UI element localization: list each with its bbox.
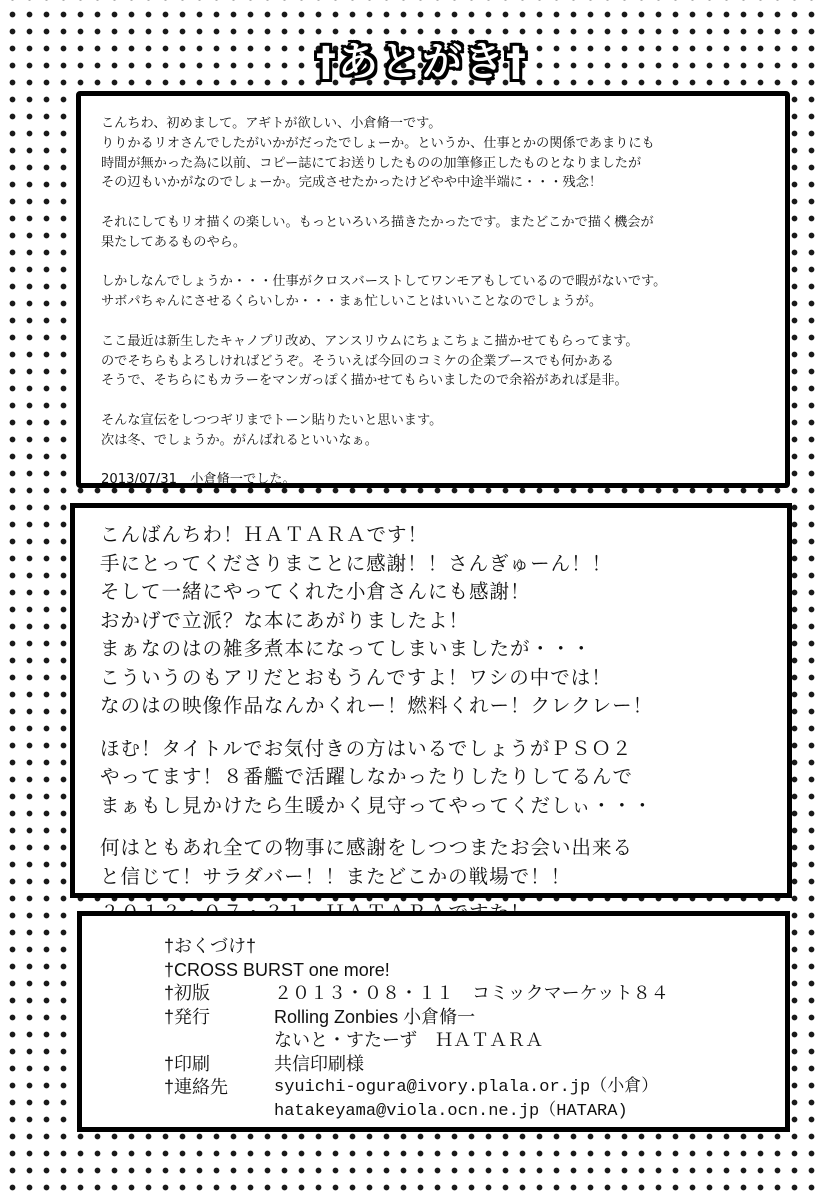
first-edition-value: ２０１３・０８・１１ コミックマーケット８４ xyxy=(274,983,669,1003)
hatara-line: ほむ！タイトルでお気付きの方はいるでしょうがＰＳＯ２ xyxy=(100,736,633,760)
first-edition-label: †初版 xyxy=(164,983,211,1003)
ogura-line: こんちわ、初めまして。アギトが欲しい、小倉脩一です。 xyxy=(101,116,442,131)
hatara-line: こんばんちわ！ＨＡＴＡＲＡです！ xyxy=(100,523,429,546)
book-title: †CROSS BURST one more! xyxy=(164,959,390,980)
contact-email-ogura: syuichi-ogura@ivory.plala.or.jp（小倉） xyxy=(274,1078,659,1097)
ogura-line: ここ最近は新生したキャノプリ改め、アンスリウムにちょこちょこ描かせてもらってます。 xyxy=(101,333,639,349)
hatara-line: 何はともあれ全ての物事に感謝をしつつまたお会い出来る xyxy=(100,836,634,859)
ogura-note-box xyxy=(76,91,790,488)
paragraph-gap xyxy=(100,820,779,834)
afterword-title-wrap xyxy=(298,30,546,86)
ogura-signature: 2013/07/31 小倉脩一でした。 xyxy=(101,472,296,488)
colophon-text xyxy=(164,935,777,1123)
colophon-heading: †おくづけ† xyxy=(164,936,257,956)
contact-row-2 xyxy=(164,1100,777,1124)
publisher-row-2 xyxy=(164,1029,777,1053)
ogura-line: そうで、そちらにもカラーをマンガっぽく描かせてもらいましたので余裕があれば是非。 xyxy=(101,373,628,389)
hatara-line: そして一緒にやってくれた小倉さんにも感謝！ xyxy=(100,580,531,603)
colophon-box xyxy=(77,911,790,1132)
paragraph-gap xyxy=(101,253,773,273)
printing-value: 共信印刷様 xyxy=(274,1053,364,1074)
book-title-row xyxy=(164,959,777,983)
hatara-line: おかげで立派？な本にあがりましたよ！ xyxy=(100,608,470,632)
hatara-line: 手にとってくださりまことに感謝！！さんぎゅーん！！ xyxy=(100,551,613,575)
paragraph-gap xyxy=(100,721,779,735)
ogura-note-text xyxy=(101,114,773,490)
paragraph-gap xyxy=(101,451,773,471)
hatara-line: まぁなのはの雑多煮本になってしまいましたが・・・ xyxy=(100,637,593,660)
hatara-line: と信じて！サラダバー！！またどこかの戦場で！！ xyxy=(100,864,572,888)
publisher-row xyxy=(164,1006,777,1030)
paragraph-gap xyxy=(101,193,773,213)
ogura-line: そんな宣伝をしつつギリまでトーン貼りたいと思います。 xyxy=(101,412,443,428)
ogura-line: それにしてもリオ描くの楽しい。もっといろいろ描きたかったです。またどこかで描く機会が xyxy=(101,214,654,230)
publisher-line-2: ないと・すたーず ＨＡＴＡＲＡ xyxy=(274,1030,544,1050)
ogura-line: りりかるリオさんでしたがいかがだったでしょーか。というか、仕事とかの関係であまりにも xyxy=(101,135,655,151)
ogura-line: 次は冬、でしょうか。がんばれるといいなぁ。 xyxy=(101,432,378,448)
ogura-line: 時間が無かった為に以前、コピー誌にてお送りしたものの加筆修正したものとなりましたが xyxy=(101,155,642,171)
paragraph-gap xyxy=(101,312,773,332)
first-edition-row xyxy=(164,982,777,1006)
ogura-line: サボパちゃんにさせるくらいしか・・・まぁ忙しいことはいいことなのでしょうが。 xyxy=(101,294,603,310)
printing-label: †印刷 xyxy=(164,1053,211,1074)
ogura-line: しかしなんでしょうか・・・仕事がクロスバーストしてワンモアもしているので暇がないです。 xyxy=(101,274,667,290)
ogura-line: 果たしてあるものやら。 xyxy=(101,234,247,250)
hatara-line: なのはの映像作品なんかくれー！燃料くれー！クレクレー！ xyxy=(100,694,654,717)
contact-row xyxy=(164,1076,777,1100)
publisher-line-1: Rolling Zonbies 小倉脩一 xyxy=(274,1006,476,1027)
hatara-line: やってます！８番艦で活躍しなかったりしたりしてるんで xyxy=(100,765,634,788)
hatara-note-box xyxy=(70,503,792,898)
printing-row xyxy=(164,1053,777,1077)
hatara-line: こういうのもアリだとおもうんですよ！ワシの中では！ xyxy=(100,665,612,689)
ogura-line: のでそちらもよろしければどうぞ。そういえば今回のコミケの企業ブースでも何かある xyxy=(101,353,614,369)
ogura-line: その辺もいかがなのでしょーか。完成させたかったけどやや中途半端に・・・残念！ xyxy=(101,175,603,191)
hatara-line: まぁもし見かけたら生暖かく見守ってやってくだしぃ・・・ xyxy=(100,793,654,817)
colophon-heading-row xyxy=(164,935,777,959)
hatara-note-text xyxy=(100,521,779,928)
contact-label: †連絡先 xyxy=(164,1077,229,1097)
contact-email-hatara: hatakeyama@viola.ocn.ne.jp（HATARA) xyxy=(274,1101,628,1121)
paragraph-gap xyxy=(101,391,773,411)
publisher-label: †発行 xyxy=(164,1006,211,1027)
afterword-title: †あとがき† xyxy=(316,38,528,85)
